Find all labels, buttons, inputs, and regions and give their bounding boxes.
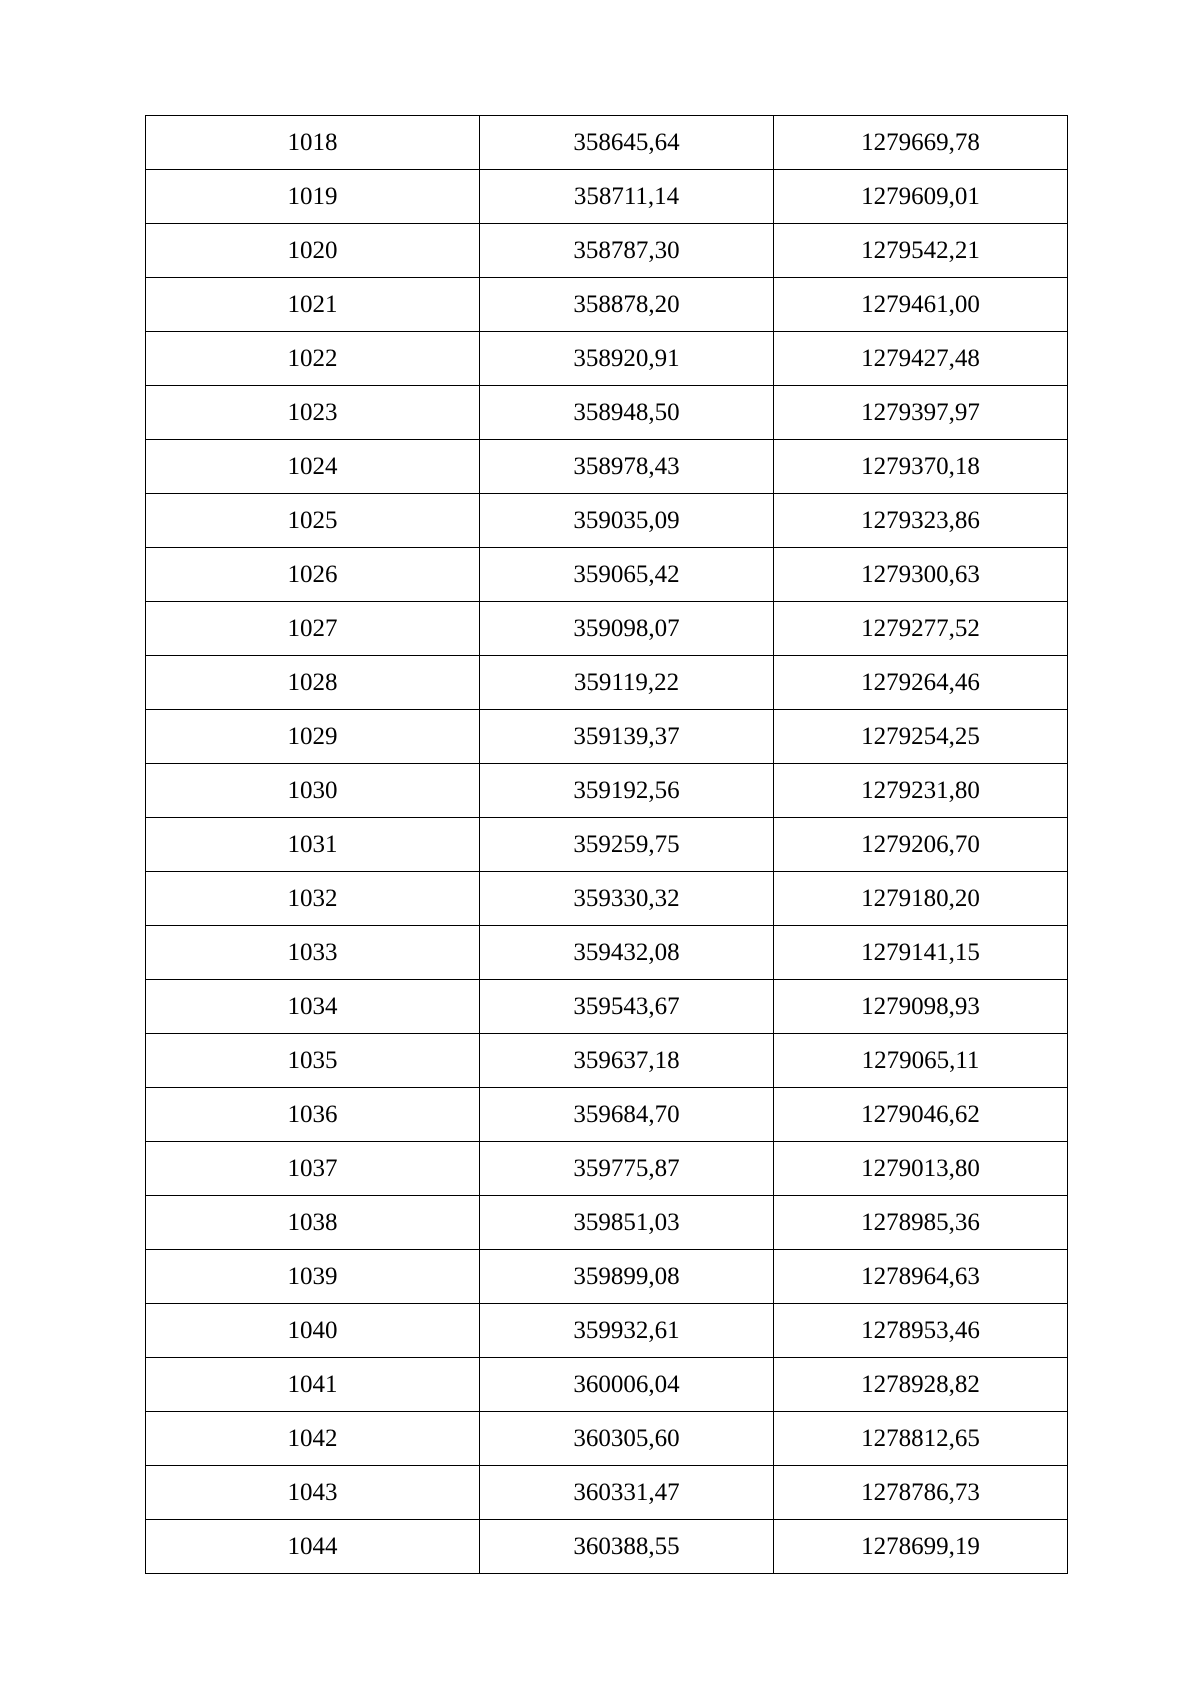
table-row — [146, 494, 1068, 548]
table-row — [146, 1304, 1068, 1358]
table-row — [146, 116, 1068, 170]
coordinates-table — [145, 115, 1068, 1574]
point-number-cell: 1039 — [146, 1250, 480, 1304]
table-row — [146, 872, 1068, 926]
point-number-cell: 1028 — [146, 656, 480, 710]
coordinates-table-body — [146, 116, 1068, 1574]
point-number-cell: 1041 — [146, 1358, 480, 1412]
y-coordinate-cell: 1279609,01 — [774, 170, 1068, 224]
table-row — [146, 710, 1068, 764]
x-coordinate-cell: 359098,07 — [480, 602, 774, 656]
y-coordinate-cell: 1279370,18 — [774, 440, 1068, 494]
table-row — [146, 764, 1068, 818]
table-row — [146, 440, 1068, 494]
y-coordinate-cell: 1279065,11 — [774, 1034, 1068, 1088]
y-coordinate-cell: 1279300,63 — [774, 548, 1068, 602]
point-number-cell: 1025 — [146, 494, 480, 548]
table-row — [146, 1196, 1068, 1250]
point-number-cell: 1032 — [146, 872, 480, 926]
y-coordinate-cell: 1278964,63 — [774, 1250, 1068, 1304]
point-number-cell: 1027 — [146, 602, 480, 656]
table-row — [146, 602, 1068, 656]
x-coordinate-cell: 359543,67 — [480, 980, 774, 1034]
point-number-cell: 1023 — [146, 386, 480, 440]
y-coordinate-cell: 1279669,78 — [774, 116, 1068, 170]
x-coordinate-cell: 359637,18 — [480, 1034, 774, 1088]
point-number-cell: 1034 — [146, 980, 480, 1034]
table-row — [146, 818, 1068, 872]
point-number-cell: 1031 — [146, 818, 480, 872]
y-coordinate-cell: 1279427,48 — [774, 332, 1068, 386]
table-row — [146, 656, 1068, 710]
y-coordinate-cell: 1279206,70 — [774, 818, 1068, 872]
table-row — [146, 1250, 1068, 1304]
y-coordinate-cell: 1279542,21 — [774, 224, 1068, 278]
table-row — [146, 980, 1068, 1034]
y-coordinate-cell: 1279013,80 — [774, 1142, 1068, 1196]
point-number-cell: 1021 — [146, 278, 480, 332]
y-coordinate-cell: 1279180,20 — [774, 872, 1068, 926]
y-coordinate-cell: 1279397,97 — [774, 386, 1068, 440]
x-coordinate-cell: 358787,30 — [480, 224, 774, 278]
point-number-cell: 1019 — [146, 170, 480, 224]
table-row — [146, 926, 1068, 980]
y-coordinate-cell: 1278812,65 — [774, 1412, 1068, 1466]
table-row — [146, 1412, 1068, 1466]
x-coordinate-cell: 359932,61 — [480, 1304, 774, 1358]
table-row — [146, 332, 1068, 386]
y-coordinate-cell: 1278953,46 — [774, 1304, 1068, 1358]
table-row — [146, 1142, 1068, 1196]
y-coordinate-cell: 1279254,25 — [774, 710, 1068, 764]
x-coordinate-cell: 359119,22 — [480, 656, 774, 710]
y-coordinate-cell: 1278699,19 — [774, 1520, 1068, 1574]
x-coordinate-cell: 359035,09 — [480, 494, 774, 548]
x-coordinate-cell: 359899,08 — [480, 1250, 774, 1304]
y-coordinate-cell: 1278786,73 — [774, 1466, 1068, 1520]
x-coordinate-cell: 359259,75 — [480, 818, 774, 872]
table-row — [146, 386, 1068, 440]
point-number-cell: 1020 — [146, 224, 480, 278]
x-coordinate-cell: 359330,32 — [480, 872, 774, 926]
point-number-cell: 1033 — [146, 926, 480, 980]
x-coordinate-cell: 359192,56 — [480, 764, 774, 818]
x-coordinate-cell: 360331,47 — [480, 1466, 774, 1520]
table-row — [146, 1034, 1068, 1088]
x-coordinate-cell: 360305,60 — [480, 1412, 774, 1466]
x-coordinate-cell: 359851,03 — [480, 1196, 774, 1250]
y-coordinate-cell: 1279461,00 — [774, 278, 1068, 332]
point-number-cell: 1040 — [146, 1304, 480, 1358]
x-coordinate-cell: 358978,43 — [480, 440, 774, 494]
x-coordinate-cell: 358645,64 — [480, 116, 774, 170]
x-coordinate-cell: 360006,04 — [480, 1358, 774, 1412]
y-coordinate-cell: 1278985,36 — [774, 1196, 1068, 1250]
y-coordinate-cell: 1279098,93 — [774, 980, 1068, 1034]
y-coordinate-cell: 1279141,15 — [774, 926, 1068, 980]
point-number-cell: 1029 — [146, 710, 480, 764]
point-number-cell: 1042 — [146, 1412, 480, 1466]
point-number-cell: 1024 — [146, 440, 480, 494]
table-row — [146, 1520, 1068, 1574]
x-coordinate-cell: 360388,55 — [480, 1520, 774, 1574]
point-number-cell: 1022 — [146, 332, 480, 386]
point-number-cell: 1018 — [146, 116, 480, 170]
y-coordinate-cell: 1279323,86 — [774, 494, 1068, 548]
point-number-cell: 1044 — [146, 1520, 480, 1574]
x-coordinate-cell: 359139,37 — [480, 710, 774, 764]
x-coordinate-cell: 358878,20 — [480, 278, 774, 332]
table-row — [146, 548, 1068, 602]
x-coordinate-cell: 359065,42 — [480, 548, 774, 602]
y-coordinate-cell: 1278928,82 — [774, 1358, 1068, 1412]
table-row — [146, 224, 1068, 278]
y-coordinate-cell: 1279046,62 — [774, 1088, 1068, 1142]
x-coordinate-cell: 358711,14 — [480, 170, 774, 224]
point-number-cell: 1038 — [146, 1196, 480, 1250]
point-number-cell: 1030 — [146, 764, 480, 818]
table-row — [146, 170, 1068, 224]
point-number-cell: 1026 — [146, 548, 480, 602]
y-coordinate-cell: 1279277,52 — [774, 602, 1068, 656]
x-coordinate-cell: 359775,87 — [480, 1142, 774, 1196]
y-coordinate-cell: 1279264,46 — [774, 656, 1068, 710]
y-coordinate-cell: 1279231,80 — [774, 764, 1068, 818]
table-row — [146, 1358, 1068, 1412]
x-coordinate-cell: 359432,08 — [480, 926, 774, 980]
point-number-cell: 1036 — [146, 1088, 480, 1142]
point-number-cell: 1035 — [146, 1034, 480, 1088]
point-number-cell: 1043 — [146, 1466, 480, 1520]
table-row — [146, 278, 1068, 332]
x-coordinate-cell: 358920,91 — [480, 332, 774, 386]
point-number-cell: 1037 — [146, 1142, 480, 1196]
x-coordinate-cell: 358948,50 — [480, 386, 774, 440]
table-row — [146, 1088, 1068, 1142]
x-coordinate-cell: 359684,70 — [480, 1088, 774, 1142]
table-row — [146, 1466, 1068, 1520]
